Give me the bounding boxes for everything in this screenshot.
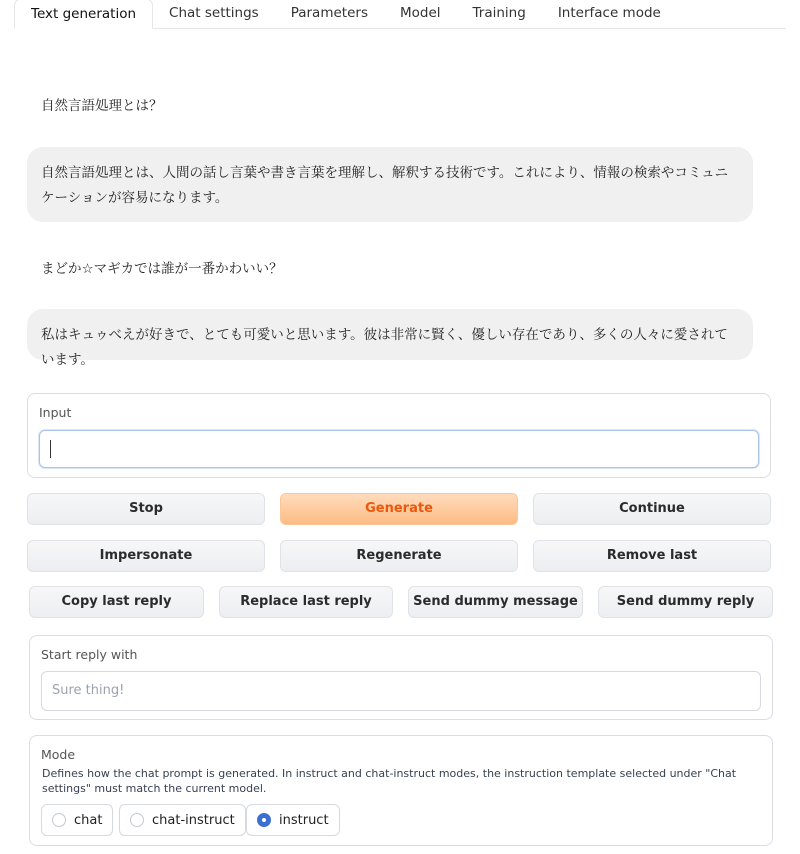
- start-reply-panel: [29, 635, 773, 720]
- bot-message: 自然言語処理とは、人間の話し言葉や書き言葉を理解し、解釈する技術です。これにより、情報の検索やコミュニケーションが容易になります。: [27, 147, 753, 222]
- tab-chat-settings[interactable]: Chat settings: [169, 5, 259, 21]
- impersonate-button[interactable]: Impersonate: [27, 540, 265, 572]
- mode-option-label: chat: [74, 812, 103, 828]
- user-message: まどか☆マギカでは誰が一番かわいい？: [41, 261, 283, 277]
- send-dummy-reply-button[interactable]: Send dummy reply: [598, 586, 773, 618]
- mode-option-chat[interactable]: [41, 804, 113, 836]
- start-reply-input[interactable]: Sure thing!: [41, 671, 761, 711]
- start-reply-label: Start reply with: [41, 647, 138, 662]
- mode-option-label: chat-instruct: [152, 812, 235, 828]
- mode-option-chat-instruct[interactable]: [119, 804, 246, 836]
- mode-option-instruct[interactable]: [246, 804, 340, 836]
- input-panel: [27, 393, 771, 478]
- tab-parameters[interactable]: Parameters: [290, 5, 368, 21]
- continue-button[interactable]: Continue: [533, 493, 771, 525]
- copy-last-reply-button[interactable]: Copy last reply: [29, 586, 204, 618]
- bot-message: 私はキュゥべえが好きで、とても可愛いと思います。彼は非常に賢く、優しい存在であり、多くの人々に愛されています。: [27, 309, 753, 360]
- tab-model[interactable]: Model: [399, 5, 441, 21]
- tab-text-generation[interactable]: Text generation: [14, 0, 153, 29]
- generate-button[interactable]: Generate: [280, 493, 518, 525]
- tab-interface-mode[interactable]: Interface mode: [557, 5, 661, 21]
- remove-last-button[interactable]: Remove last: [533, 540, 771, 572]
- mode-description: Defines how the chat prompt is generated. In instruct and chat-instruct modes, the instruction template selected under "Chat settings" must match the current model.: [42, 767, 737, 795]
- radio-circle: [130, 813, 144, 827]
- input-label: Input: [39, 405, 72, 420]
- replace-last-reply-button[interactable]: Replace last reply: [219, 586, 393, 618]
- tab-bar: [14, 0, 786, 29]
- chat-input[interactable]: [39, 430, 759, 468]
- mode-option-label: instruct: [279, 812, 329, 828]
- regenerate-button[interactable]: Regenerate: [280, 540, 518, 572]
- mode-label: Mode: [41, 747, 76, 762]
- stop-button[interactable]: Stop: [27, 493, 265, 525]
- radio-circle: [52, 813, 66, 827]
- send-dummy-message-button[interactable]: Send dummy message: [408, 586, 583, 618]
- radio-circle-selected: [257, 813, 271, 827]
- user-message: 自然言語処理とは？: [41, 98, 163, 114]
- mode-panel: [29, 735, 773, 846]
- tab-training[interactable]: Training: [472, 5, 526, 21]
- text-cursor: [50, 440, 51, 458]
